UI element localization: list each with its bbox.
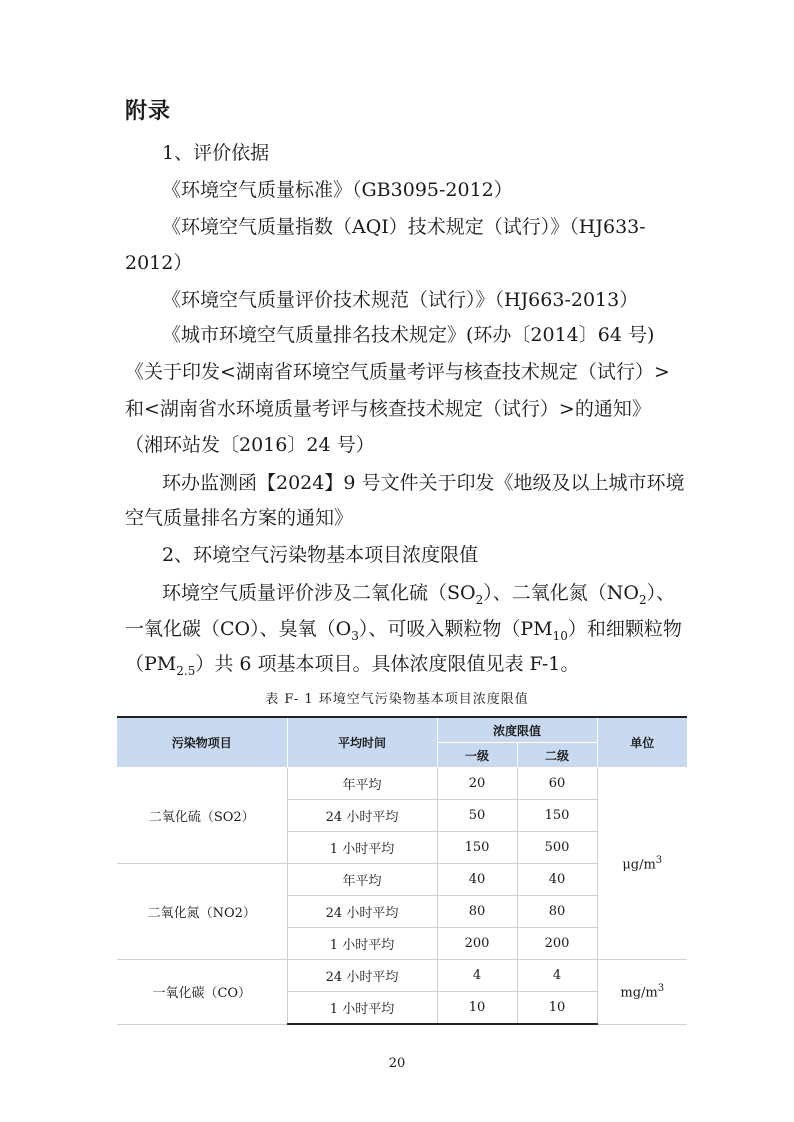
grade-2-value: 500: [517, 832, 597, 864]
header-pollutant: 污染物项目: [117, 717, 287, 768]
unit-cell: $\mu g/m^3$: [597, 768, 687, 960]
pollutant-name: 一氧化碳（CO）: [117, 960, 287, 1025]
averaging-time: 24 小时平均: [287, 960, 437, 992]
grade-2-value: 40: [517, 864, 597, 896]
reference-line: 《环境空气质量标准》（GB3095-2012）: [162, 179, 513, 201]
table-row: [117, 768, 687, 800]
reference-line: 2012）: [125, 252, 193, 274]
grade-1-value: 20: [437, 768, 517, 800]
grade-2-value: 60: [517, 768, 597, 800]
reference-line: 《关于印发<湖南省环境空气质量考评与核查技术规定（试行）>: [125, 361, 670, 383]
reference-line: （湘环站发〔2016〕24 号）: [125, 434, 375, 456]
unit-cell: $mg/m^3$: [597, 960, 687, 1025]
table-caption: 表 F- 1 环境空气污染物基本项目浓度限值: [265, 692, 529, 707]
header-unit: 单位: [597, 717, 687, 768]
header-grade-1: 一级: [437, 743, 517, 768]
concentration-limits-table: [117, 716, 687, 1025]
grade-1-value: 40: [437, 864, 517, 896]
averaging-time: 24 小时平均: [287, 896, 437, 928]
pollutant-name: 二氧化氮（NO2）: [117, 864, 287, 960]
header-grade-2: 二级: [517, 743, 597, 768]
paragraph-line-1: 环境空气质量评价涉及二氧化硫$(SO_2)$、二氧化氮$(NO_2)$、: [162, 582, 676, 607]
table-row: [117, 960, 687, 992]
grade-1-value: 80: [437, 896, 517, 928]
averaging-time: 1 小时平均: [287, 992, 437, 1025]
averaging-time: 年平均: [287, 864, 437, 896]
grade-1-value: 150: [437, 832, 517, 864]
reference-line: 《环境空气质量评价技术规范（试行）》（HJ663-2013）: [162, 289, 639, 311]
grade-2-value: 80: [517, 896, 597, 928]
grade-1-value: 200: [437, 928, 517, 960]
grade-1-value: 4: [437, 960, 517, 992]
reference-line: 《环境空气质量指数（AQI）技术规定（试行）》（HJ633-: [162, 216, 646, 238]
section-2-title: 2、环境空气污染物基本项目浓度限值: [162, 544, 479, 566]
grade-1-value: 50: [437, 800, 517, 832]
grade-2-value: 200: [517, 928, 597, 960]
grade-1-value: 10: [437, 992, 517, 1025]
grade-2-value: 4: [517, 960, 597, 992]
header-averaging-time: 平均时间: [287, 717, 437, 768]
page-number: 20: [388, 1056, 406, 1071]
pollutant-name: 二氧化硫（SO2）: [117, 768, 287, 864]
appendix-heading: 附录: [125, 99, 172, 124]
reference-line: 和<湖南省水环境质量考评与核查技术规定（试行）>的通知》: [125, 398, 651, 420]
paragraph-line-3: $(PM_{2.5})$共 6 项基本项目。具体浓度限值见表 F-1。: [125, 653, 580, 678]
averaging-time: 1 小时平均: [287, 928, 437, 960]
header-concentration-limit: 浓度限值: [437, 717, 597, 743]
paragraph-line-2: 一氧化碳（CO）、臭氧$(O_3)$、可吸入颗粒物$(PM_{10})$和细颗粒物: [125, 618, 682, 643]
reference-line: 环办监测函【2024】9 号文件关于印发《地级及以上城市环境: [162, 472, 685, 494]
section-1-title: 1、评价依据: [162, 142, 270, 164]
grade-2-value: 150: [517, 800, 597, 832]
averaging-time: 24 小时平均: [287, 800, 437, 832]
averaging-time: 1 小时平均: [287, 832, 437, 864]
reference-line: 《城市环境空气质量排名技术规定》(环办〔2014〕64 号): [162, 324, 655, 346]
grade-2-value: 10: [517, 992, 597, 1025]
reference-line: 空气质量排名方案的通知》: [125, 507, 354, 529]
averaging-time: 年平均: [287, 768, 437, 800]
